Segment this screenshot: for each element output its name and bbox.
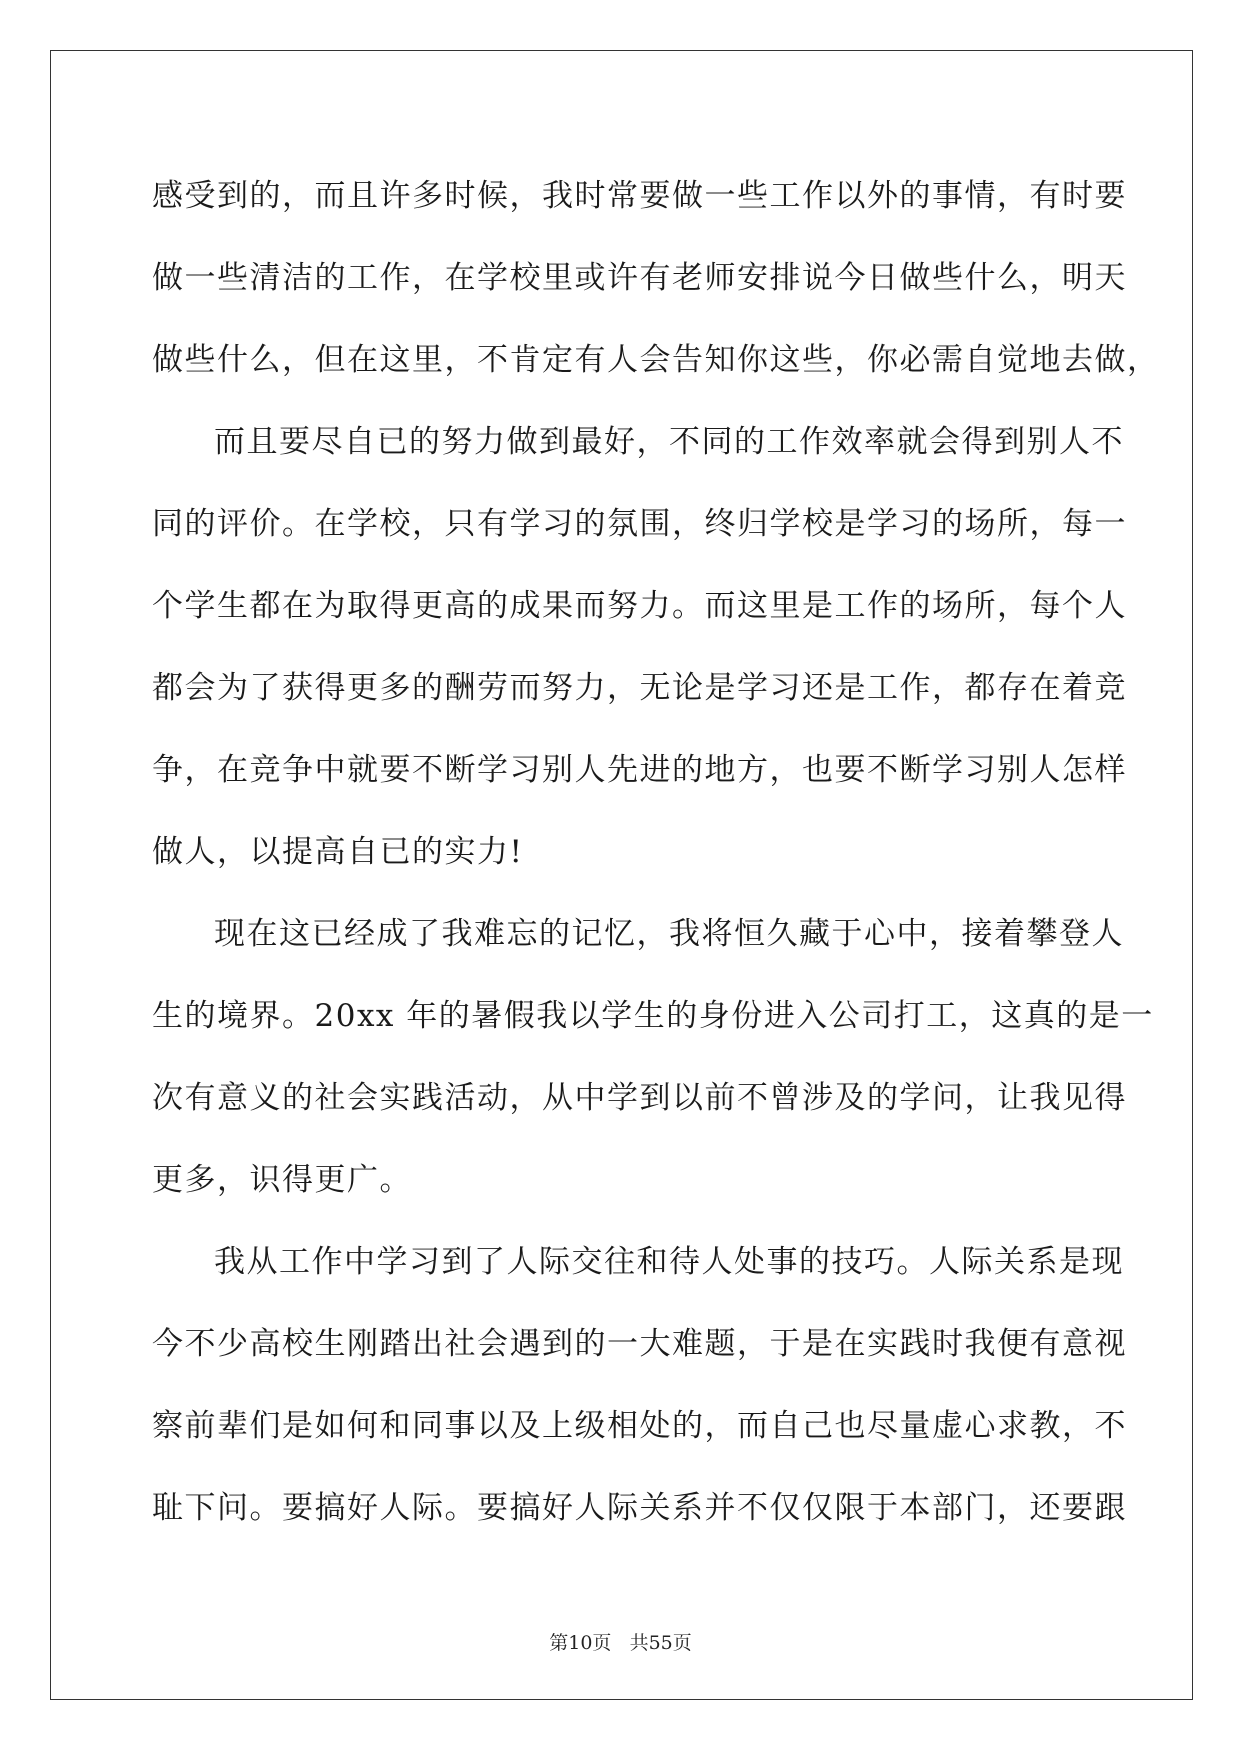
page-footer <box>0 1628 1241 1655</box>
text-line: 我从工作中学习到了人际交往和待人处事的技巧。人际关系是现 <box>214 1244 1124 1280</box>
text-line: 做些什么，但在这里，不肯定有人会告知你这些，你必需自觉地去做， <box>152 342 1160 378</box>
text-line: 而且要尽自已的努力做到最好，不同的工作效率就会得到别人不 <box>214 424 1124 460</box>
text-line: 感受到的，而且许多时候，我时常要做一些工作以外的事情，有时要 <box>152 178 1127 214</box>
text-line: 同的评价。在学校，只有学习的氛围，终归学校是学习的场所，每一 <box>152 506 1127 542</box>
text-line: 做一些清洁的工作，在学校里或许有老师安排说今日做些什么，明天 <box>152 260 1127 296</box>
document-body <box>152 155 1160 1549</box>
text-line: 现在这已经成了我难忘的记忆，我将恒久藏于心中，接着攀登人 <box>214 916 1124 952</box>
total-page-count: 共55页 <box>629 1632 692 1654</box>
text-line: 争，在竞争中就要不断学习别人先进的地方，也要不断学习别人怎样 <box>152 752 1127 788</box>
text-line: 都会为了获得更多的酬劳而努力，无论是学习还是工作，都存在着竞 <box>152 670 1127 706</box>
text-line: 生的境界。20xx 年的暑假我以学生的身份进入公司打工，这真的是一 <box>152 998 1154 1034</box>
text-line: 察前辈们是如何和同事以及上级相处的，而自己也尽量虚心求教，不 <box>152 1408 1127 1444</box>
text-line: 做人，以提高自已的实力! <box>152 834 524 870</box>
text-line: 今不少高校生刚踏出社会遇到的一大难题，于是在实践时我便有意视 <box>152 1326 1127 1362</box>
text-line: 个学生都在为取得更高的成果而努力。而这里是工作的场所，每个人 <box>152 588 1127 624</box>
text-line: 更多，识得更广。 <box>152 1162 412 1198</box>
current-page-number: 第10页 <box>549 1632 612 1654</box>
text-line: 次有意义的社会实践活动，从中学到以前不曾涉及的学问，让我见得 <box>152 1080 1127 1116</box>
text-line: 耻下问。要搞好人际。要搞好人际关系并不仅仅限于本部门，还要跟 <box>152 1490 1127 1526</box>
